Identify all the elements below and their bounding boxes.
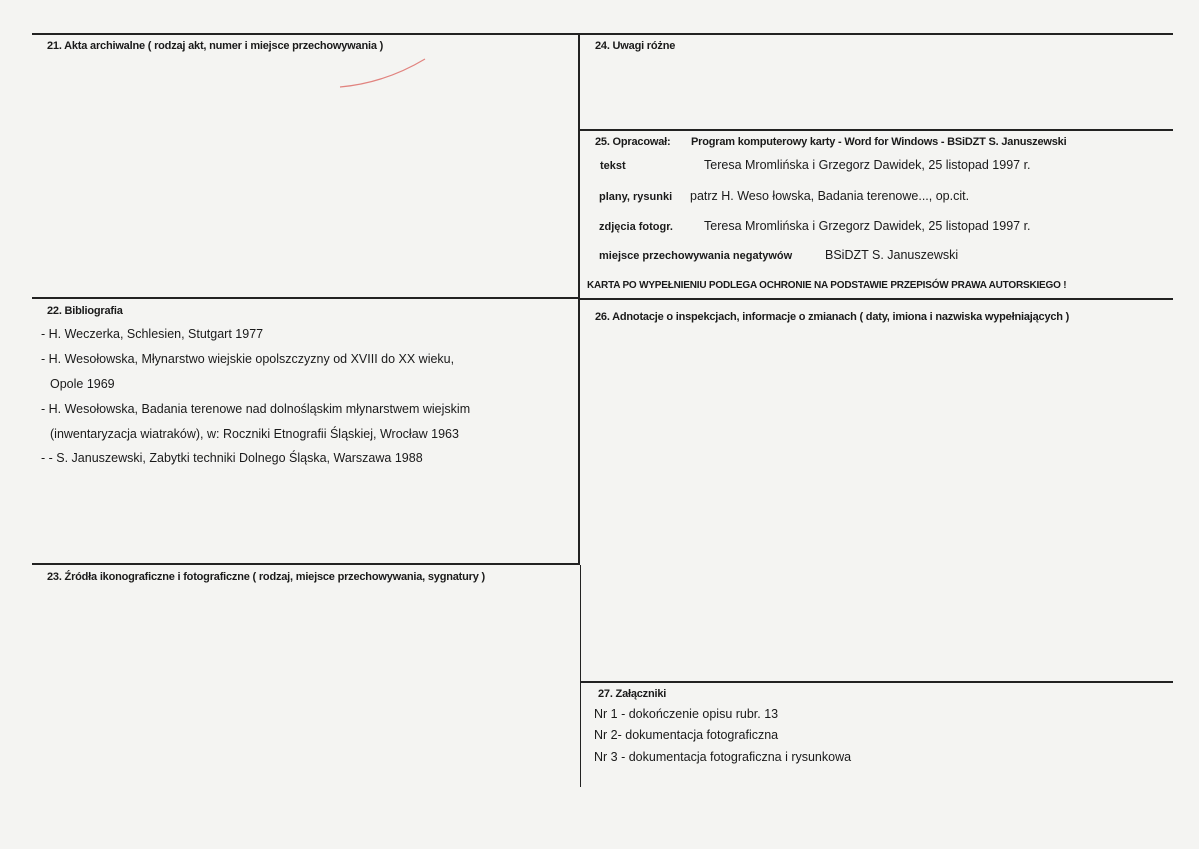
plany-label: plany, rysunki xyxy=(599,191,673,203)
attachment-item: Nr 2- dokumentacja fotograficzna xyxy=(594,728,779,742)
section-25-title: 25. Opracował: xyxy=(595,136,671,148)
negatywy-label: miejsce przechowywania negatywów xyxy=(599,250,793,262)
plany-value: patrz H. Weso łowska, Badania terenowe..., op.cit. xyxy=(690,189,970,203)
bibliography-line: - H. Weczerka, Schlesien, Stutgart 1977 xyxy=(41,327,264,341)
rule-27 xyxy=(580,681,1173,683)
negatywy-value: BSiDZT S. Januszewski xyxy=(825,248,959,262)
section-23-title: 23. Źródła ikonograficzne i fotograficzne ( rodzaj, miejsce przechowywania, sygnatury ) xyxy=(47,571,485,583)
center-divider-lower xyxy=(580,565,581,787)
red-pen-stroke xyxy=(335,55,435,95)
tekst-value: Teresa Mromlińska i Grzegorz Dawidek, 25 listopad 1997 r. xyxy=(704,158,1031,172)
bibliography-line: - H. Wesołowska, Młynarstwo wiejskie opolszczyzny od XVIII do XX wieku, xyxy=(41,352,455,366)
section-26-title: 26. Adnotacje o inspekcjach, informacje o zmianach ( daty, imiona i nazwiska wypełniających ) xyxy=(595,311,1070,323)
rule-22 xyxy=(32,297,580,299)
bibliography-line: - - S. Januszewski, Zabytki techniki Dolnego Śląska, Warszawa 1988 xyxy=(41,451,423,465)
bibliography-line: Opole 1969 xyxy=(50,377,115,391)
zdjecia-value: Teresa Mromlińska i Grzegorz Dawidek, 25 listopad 1997 r. xyxy=(704,219,1031,233)
tekst-label: tekst xyxy=(600,160,626,172)
bibliography-line: - H. Wesołowska, Badania terenowe nad dolnośląskim młynarstwem wiejskim xyxy=(41,402,471,416)
section-24-title: 24. Uwagi różne xyxy=(595,40,676,52)
zdjecia-label: zdjęcia fotogr. xyxy=(599,221,673,233)
rule-notice xyxy=(580,298,1173,300)
section-27-title: 27. Załączniki xyxy=(598,688,667,700)
rule-25 xyxy=(580,129,1173,131)
top-rule xyxy=(32,33,1173,35)
section-21-title: 21. Akta archiwalne ( rodzaj akt, numer i miejsce przechowywania ) xyxy=(47,40,384,52)
program-info: Program komputerowy karty - Word for Windows - BSiDZT S. Januszewski xyxy=(691,136,1067,148)
section-22-title: 22. Bibliografia xyxy=(47,305,123,317)
rule-23 xyxy=(32,563,580,565)
copyright-notice: KARTA PO WYPEŁNIENIU PODLEGA OCHRONIE NA PODSTAWIE PRZEPISÓW PRAWA AUTORSKIEGO ! xyxy=(587,280,1067,291)
bibliography-line: (inwentaryzacja wiatraków), w: Roczniki Etnografii Śląskiej, Wrocław 1963 xyxy=(50,427,459,441)
attachment-item: Nr 1 - dokończenie opisu rubr. 13 xyxy=(594,707,779,721)
attachment-item: Nr 3 - dokumentacja fotograficzna i rysunkowa xyxy=(594,750,852,764)
